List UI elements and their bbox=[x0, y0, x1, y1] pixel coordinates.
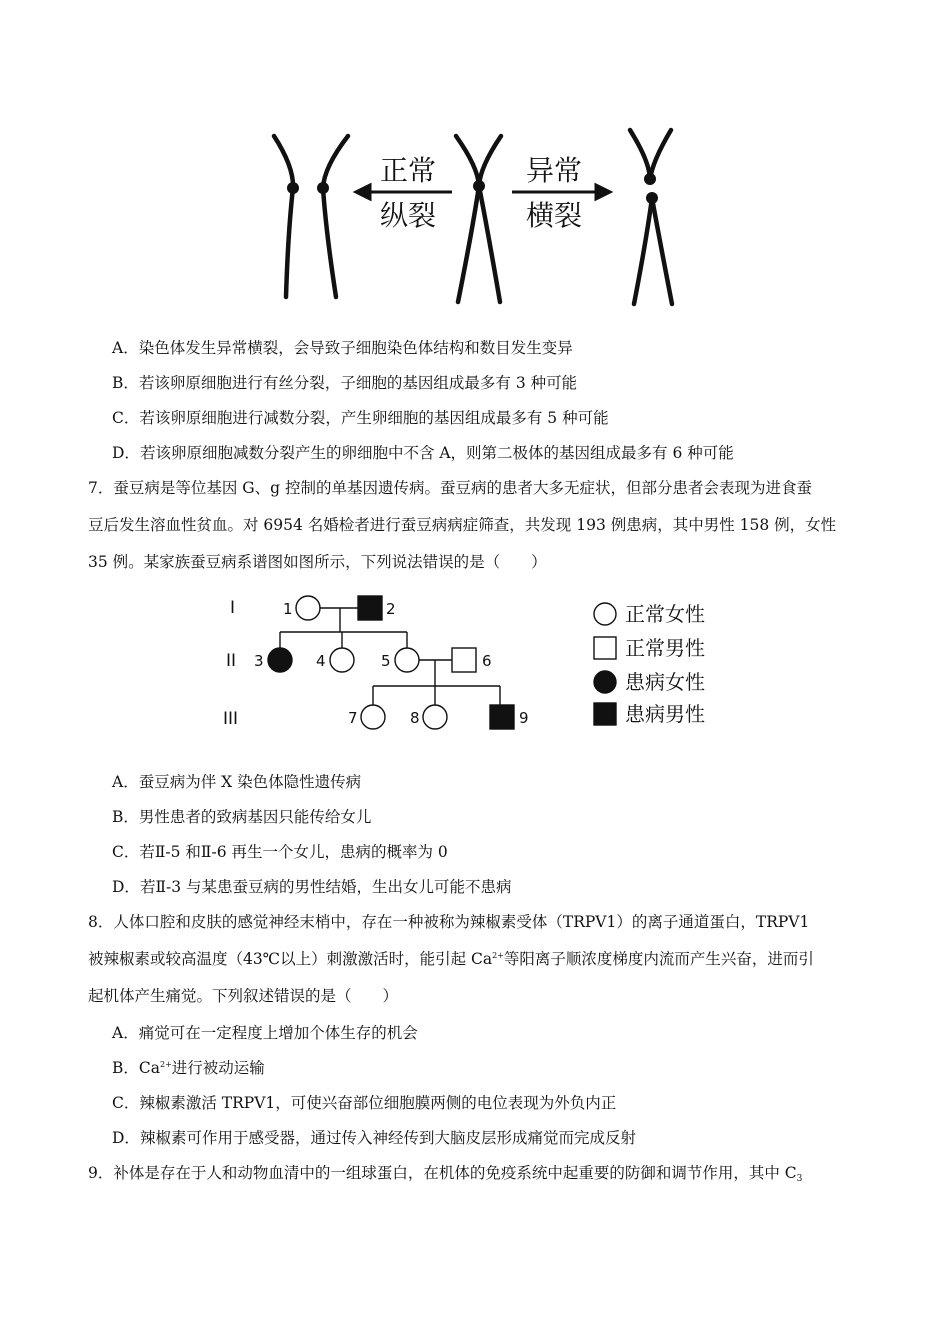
individual-7 bbox=[361, 705, 385, 729]
figure1-left-top: 正常 bbox=[379, 154, 437, 187]
individual-5 bbox=[395, 648, 419, 672]
q6-option-c: C．若该卵原细胞进行减数分裂，产生卵细胞的基因组成最多有 5 种可能 bbox=[112, 409, 609, 427]
q7-option-a: A．蚕豆病为伴 X 染色体隐性遗传病 bbox=[112, 773, 362, 791]
individual-label-6: 6 bbox=[482, 652, 492, 670]
legend-affected-female: 患病女性 bbox=[625, 670, 705, 694]
q6-option-a: A．染色体发生异常横裂，会导致子细胞染色体结构和数目发生变异 bbox=[112, 339, 573, 357]
figure1-right-bottom: 横裂 bbox=[525, 199, 583, 232]
legend-normal-male: 正常男性 bbox=[625, 636, 705, 660]
q7-stem-line1: 7．蚕豆病是等位基因 G、g 控制的单基因遗传病。蚕豆病的患者大多无症状，但部分患者会表现为进食蚕 bbox=[88, 479, 813, 497]
q8-option-d: D．辣椒素可作用于感受器，通过传入神经传到大脑皮层形成痛觉而完成反射 bbox=[112, 1129, 636, 1147]
individual-label-7: 7 bbox=[348, 709, 358, 727]
individual-6 bbox=[452, 648, 476, 672]
q7-option-d: D．若Ⅱ-3 与某患蚕豆病的男性结婚，生出女儿可能不患病 bbox=[112, 878, 512, 896]
individual-label-1: 1 bbox=[283, 600, 293, 618]
q6-option-d: D．若该卵原细胞减数分裂产生的卵细胞中不含 A，则第二极体的基因组成最多有 6 种可能 bbox=[112, 444, 734, 462]
individual-label-3: 3 bbox=[254, 652, 264, 670]
individual-label-2: 2 bbox=[386, 600, 396, 618]
q7-stem-line2: 豆后发生溶血性贫血。对 6954 名婚检者进行蚕豆病病症筛查，共发现 193 例患病，其中男性 158 例，女性 bbox=[88, 516, 837, 534]
individual-label-9: 9 bbox=[519, 709, 529, 727]
individual-2 bbox=[358, 596, 382, 620]
generation-label-i: I bbox=[230, 598, 236, 618]
pedigree-chart bbox=[220, 588, 740, 738]
figure1-left-bottom: 纵裂 bbox=[379, 199, 437, 232]
individual-8 bbox=[423, 705, 447, 729]
q7-option-b: B．男性患者的致病基因只能传给女儿 bbox=[112, 808, 372, 826]
individual-3 bbox=[268, 648, 292, 672]
figure1-right-top: 异常 bbox=[525, 154, 583, 187]
legend-normal-male-icon bbox=[594, 637, 616, 659]
q6-option-b: B．若该卵原细胞进行有丝分裂，子细胞的基因组成最多有 3 种可能 bbox=[112, 374, 578, 392]
legend-normal-female-icon bbox=[594, 603, 616, 625]
individual-4 bbox=[330, 648, 354, 672]
legend-affected-male: 患病男性 bbox=[625, 702, 705, 726]
individual-1 bbox=[296, 596, 320, 620]
q8-stem-line2: 被辣椒素或较高温度（43℃以上）刺激激活时，能引起 $Ca^{2+}$等阳离子顺浓度梯度内流而产生兴奋，进而引 bbox=[88, 950, 814, 968]
legend-normal-female: 正常女性 bbox=[625, 602, 705, 626]
q7-option-c: C．若Ⅱ-5 和Ⅱ-6 再生一个女儿，患病的概率为 0 bbox=[112, 843, 448, 861]
chromosome-division-figure bbox=[260, 122, 700, 312]
q8-option-c: C．辣椒素激活 TRPV1，可使兴奋部位细胞膜两侧的电位表现为外负内正 bbox=[112, 1094, 617, 1112]
legend-affected-female-icon bbox=[594, 671, 616, 693]
q9-stem-line1: 9．补体是存在于人和动物血清中的一组球蛋白，在机体的免疫系统中起重要的防御和调节作用，其中 $C_3$ bbox=[88, 1164, 803, 1184]
generation-label-iii: III bbox=[223, 709, 239, 729]
legend-affected-male-icon bbox=[594, 703, 616, 725]
q8-stem-line3: 起机体产生痛觉。下列叙述错误的是（ ） bbox=[88, 987, 399, 1005]
individual-label-8: 8 bbox=[410, 709, 420, 727]
q8-option-a: A．痛觉可在一定程度上增加个体生存的机会 bbox=[112, 1024, 418, 1042]
individual-label-4: 4 bbox=[316, 652, 326, 670]
q8-option-b: B．$Ca^{2+}$进行被动运输 bbox=[112, 1059, 265, 1077]
q7-stem-line3: 35 例。某家族蚕豆病系谱图如图所示，下列说法错误的是（ ） bbox=[88, 553, 547, 571]
individual-9 bbox=[490, 705, 514, 729]
individual-label-5: 5 bbox=[381, 652, 391, 670]
q8-stem-line1: 8．人体口腔和皮肤的感觉神经末梢中，存在一种被称为辣椒素受体（TRPV1）的离子通道蛋白，TRPV1 bbox=[88, 913, 810, 931]
generation-label-ii: II bbox=[226, 651, 237, 671]
